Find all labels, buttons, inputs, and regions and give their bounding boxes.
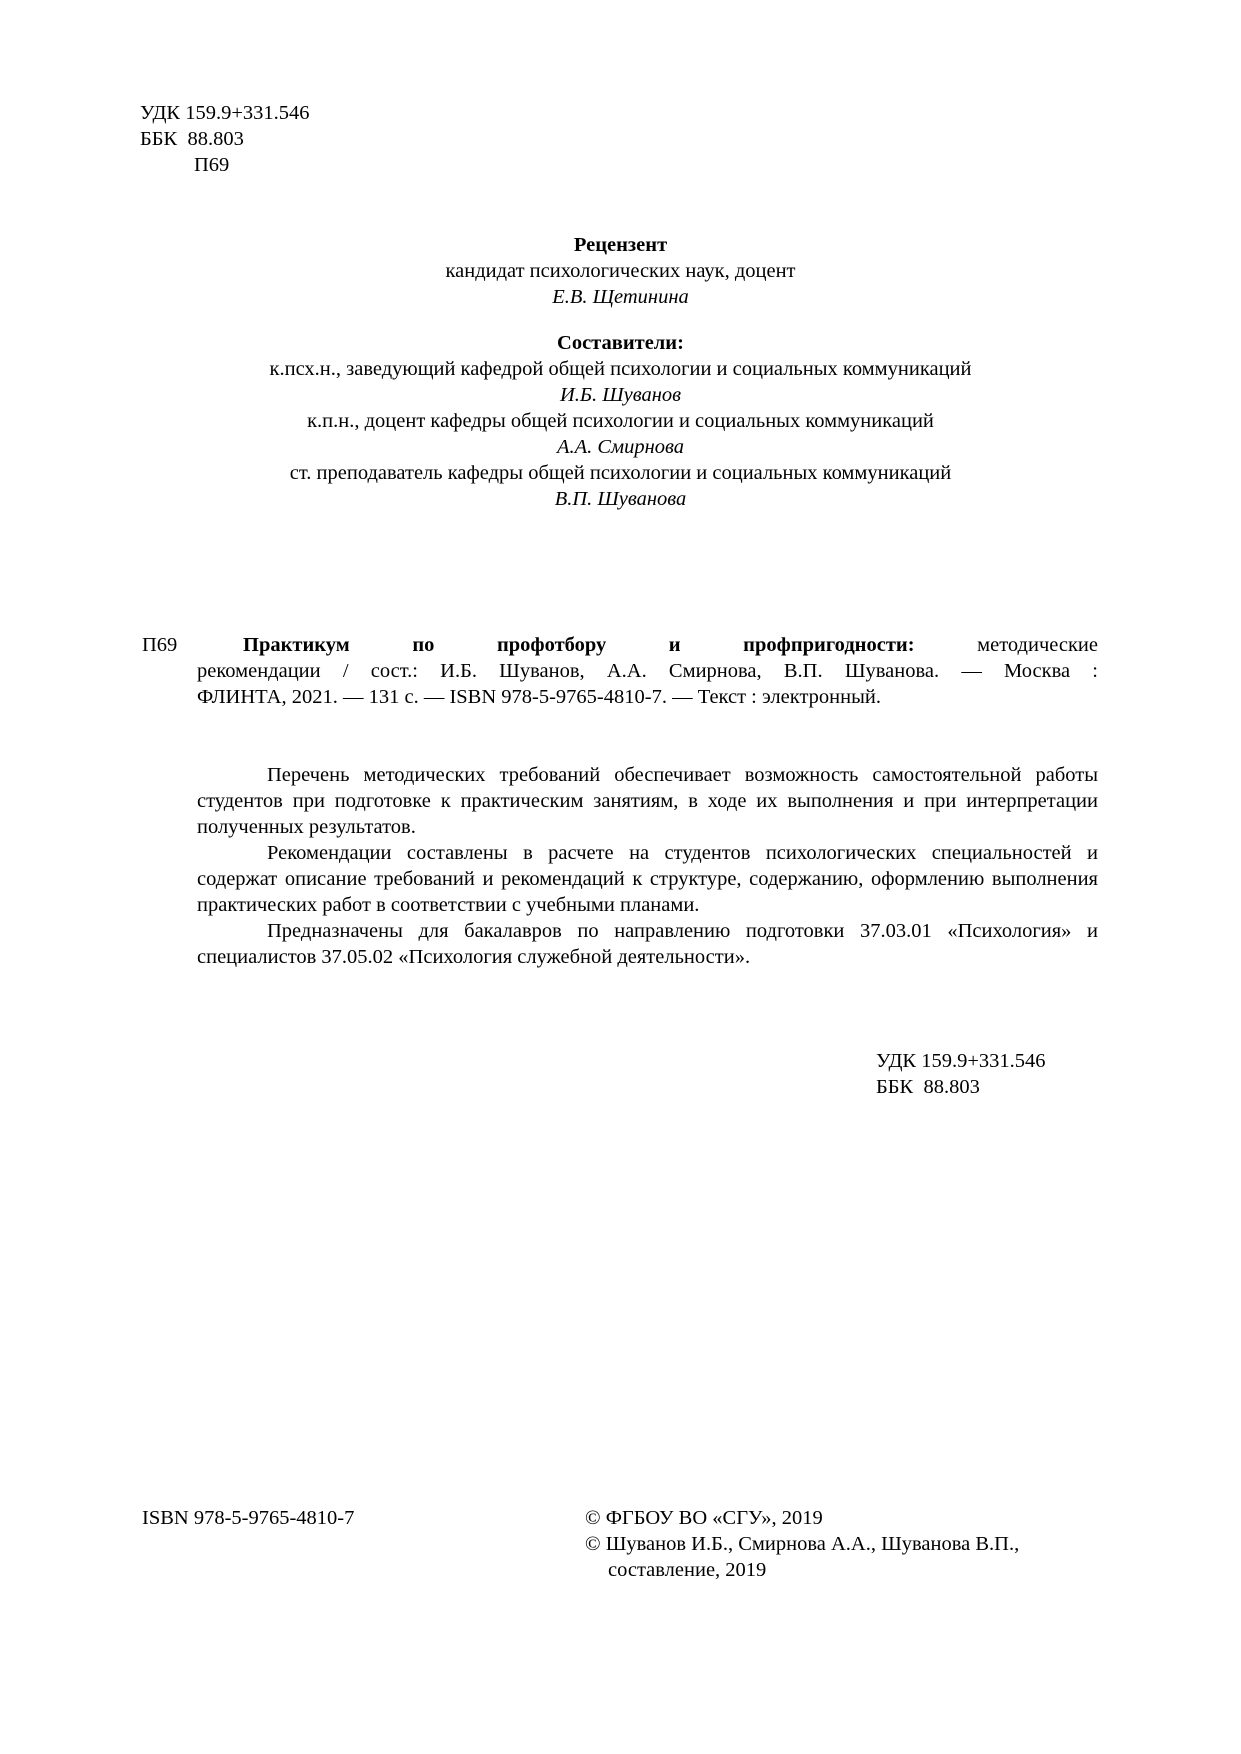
- compiler-position: к.п.н., доцент кафедры общей психологии и социальных коммуникаций: [307, 410, 934, 432]
- reviewer-name: Е.В. Щетинина: [552, 286, 689, 308]
- compiler-position: к.псх.н., заведующий кафедрой общей психологии и социальных коммуникаций: [269, 358, 972, 380]
- isbn: ISBN 978-5-9765-4810-7: [142, 1507, 355, 1529]
- copyright-line: © ФГБОУ ВО «СГУ», 2019: [585, 1507, 823, 1529]
- compiler-name: В.П. Шуванова: [554, 488, 687, 510]
- bib-title-rest: методические: [977, 634, 1098, 656]
- annotation-paragraph: Перечень методических требований обеспечивает возможность самостоятельной работы студентов при подготовке к практическим занятиям, в ходе их выполнения и при интерпретации полученных результатов.: [197, 764, 1098, 838]
- compiler-name: А.А. Смирнова: [556, 436, 685, 458]
- bib-title: Практикум по профотбору и профпригодности:: [243, 634, 915, 656]
- compilers-heading: Составители:: [557, 332, 684, 354]
- bib-line-2: рекомендации / сост.: И.Б. Шуванов, А.А. Смирнова, В.П. Шуванова. — Москва :: [197, 660, 1098, 682]
- bbk-code: ББК 88.803: [140, 128, 244, 150]
- copyright-line: составление, 2019: [608, 1559, 767, 1581]
- annotation: [197, 762, 1098, 970]
- compiler-name: И.Б. Шуванов: [559, 384, 682, 406]
- copyright-block: [585, 1505, 1019, 1583]
- reviewer-block: [0, 232, 1241, 310]
- author-mark: П69: [194, 154, 230, 176]
- compilers-block: [0, 330, 1241, 512]
- copyright-line: © Шуванов И.Б., Смирнова А.А., Шуванова В.П.,: [585, 1533, 1020, 1555]
- udk-code: УДК 159.9+331.546: [876, 1050, 1046, 1072]
- bib-author-mark: П69: [142, 634, 178, 656]
- annotation-paragraph: Рекомендации составлены в расчете на студентов психологических специальностей и содержат описание требований и рекомендаций к структуре, содержанию, оформлению выполнения практических работ в соответствии с учебными планами.: [197, 842, 1098, 916]
- top-classification-codes: [140, 100, 310, 178]
- bib-line-3: ФЛИНТА, 2021. — 131 с. — ISBN 978-5-9765-4810-7. — Текст : электронный.: [197, 686, 881, 708]
- bibliographic-description: [197, 632, 1098, 710]
- reviewer-heading: Рецензент: [573, 234, 668, 256]
- reviewer-title: кандидат психологических наук, доцент: [445, 260, 796, 282]
- compiler-position: ст. преподаватель кафедры общей психологии и социальных коммуникаций: [289, 462, 952, 484]
- bottom-classification-codes: [876, 1048, 1046, 1100]
- bbk-code: ББК 88.803: [876, 1076, 980, 1098]
- udk-code: УДК 159.9+331.546: [140, 102, 310, 124]
- annotation-paragraph: Предназначены для бакалавров по направлению подготовки 37.03.01 «Психология» и специалистов 37.05.02 «Психология служебной деятельности».: [197, 920, 1098, 968]
- bib-line-1: [197, 632, 1098, 658]
